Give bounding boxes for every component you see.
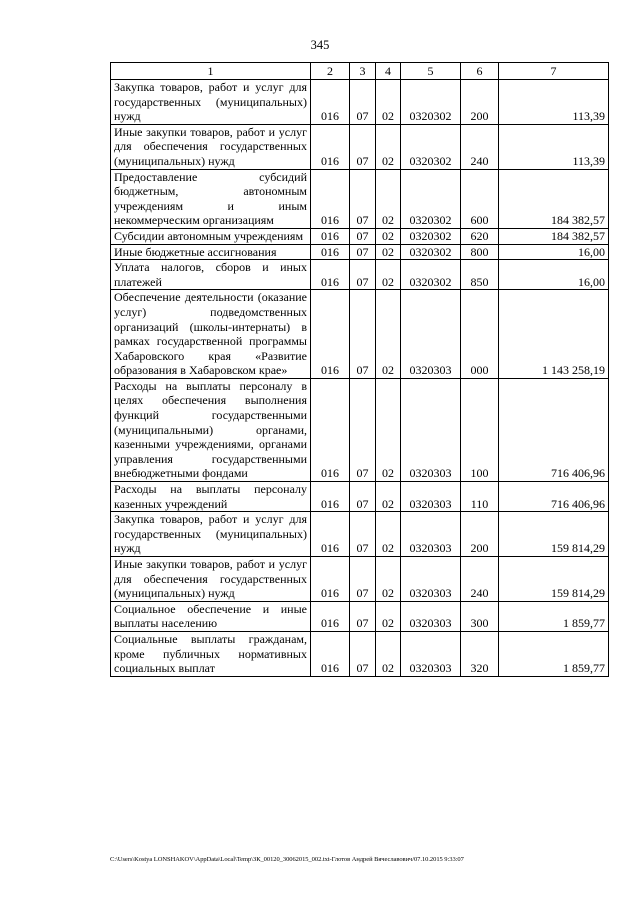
expense-type-cell: 800 bbox=[461, 244, 499, 260]
expense-name-cell: Расходы на выплаты персоналу в целях обеспечения выполнения функций государственными (муниципальными) органами, казенными учреждениями, органами управления государственными внебюджетными фондами bbox=[111, 378, 311, 481]
amount-cell: 184 382,57 bbox=[499, 169, 609, 228]
expense-name-cell: Расходы на выплаты персоналу казенных учреждений bbox=[111, 482, 311, 512]
target-article-cell: 0320303 bbox=[401, 378, 461, 481]
table-row bbox=[111, 228, 609, 244]
subsection-code-cell: 02 bbox=[376, 80, 401, 125]
subsection-code-cell: 02 bbox=[376, 557, 401, 602]
expense-name-cell: Закупка товаров, работ и услуг для государственных (муниципальных) нужд bbox=[111, 80, 311, 125]
section-code-cell: 07 bbox=[350, 631, 376, 676]
subsection-code-cell: 02 bbox=[376, 169, 401, 228]
table-row bbox=[111, 290, 609, 379]
table-row bbox=[111, 601, 609, 631]
ministry-code-cell: 016 bbox=[311, 631, 350, 676]
amount-cell: 184 382,57 bbox=[499, 228, 609, 244]
target-article-cell: 0320303 bbox=[401, 631, 461, 676]
header-col-4: 4 bbox=[376, 63, 401, 80]
ministry-code-cell: 016 bbox=[311, 601, 350, 631]
table-row bbox=[111, 260, 609, 290]
subsection-code-cell: 02 bbox=[376, 228, 401, 244]
subsection-code-cell: 02 bbox=[376, 244, 401, 260]
target-article-cell: 0320303 bbox=[401, 290, 461, 379]
amount-cell: 716 406,96 bbox=[499, 378, 609, 481]
ministry-code-cell: 016 bbox=[311, 124, 350, 169]
target-article-cell: 0320302 bbox=[401, 244, 461, 260]
expense-type-cell: 000 bbox=[461, 290, 499, 379]
subsection-code-cell: 02 bbox=[376, 378, 401, 481]
expense-type-cell: 200 bbox=[461, 80, 499, 125]
table-row bbox=[111, 169, 609, 228]
section-code-cell: 07 bbox=[350, 512, 376, 557]
amount-cell: 1 859,77 bbox=[499, 601, 609, 631]
expense-type-cell: 110 bbox=[461, 482, 499, 512]
target-article-cell: 0320303 bbox=[401, 557, 461, 602]
expense-type-cell: 240 bbox=[461, 124, 499, 169]
ministry-code-cell: 016 bbox=[311, 244, 350, 260]
expense-type-cell: 600 bbox=[461, 169, 499, 228]
amount-cell: 113,39 bbox=[499, 124, 609, 169]
amount-cell: 16,00 bbox=[499, 260, 609, 290]
ministry-code-cell: 016 bbox=[311, 80, 350, 125]
section-code-cell: 07 bbox=[350, 124, 376, 169]
header-col-3: 3 bbox=[350, 63, 376, 80]
table-row bbox=[111, 124, 609, 169]
page-number: 345 bbox=[310, 38, 330, 52]
subsection-code-cell: 02 bbox=[376, 631, 401, 676]
subsection-code-cell: 02 bbox=[376, 260, 401, 290]
ministry-code-cell: 016 bbox=[311, 169, 350, 228]
ministry-code-cell: 016 bbox=[311, 290, 350, 379]
target-article-cell: 0320302 bbox=[401, 228, 461, 244]
section-code-cell: 07 bbox=[350, 601, 376, 631]
subsection-code-cell: 02 bbox=[376, 482, 401, 512]
expense-name-cell: Иные бюджетные ассигнования bbox=[111, 244, 311, 260]
amount-cell: 716 406,96 bbox=[499, 482, 609, 512]
section-code-cell: 07 bbox=[350, 482, 376, 512]
table-row bbox=[111, 378, 609, 481]
section-code-cell: 07 bbox=[350, 290, 376, 379]
section-code-cell: 07 bbox=[350, 80, 376, 125]
target-article-cell: 0320302 bbox=[401, 124, 461, 169]
amount-cell: 16,00 bbox=[499, 244, 609, 260]
expense-type-cell: 320 bbox=[461, 631, 499, 676]
header-col-5: 5 bbox=[401, 63, 461, 80]
expense-name-cell: Иные закупки товаров, работ и услуг для обеспечения государственных (муниципальных) нужд bbox=[111, 557, 311, 602]
table-row bbox=[111, 244, 609, 260]
amount-cell: 159 814,29 bbox=[499, 557, 609, 602]
target-article-cell: 0320303 bbox=[401, 482, 461, 512]
expense-name-cell: Закупка товаров, работ и услуг для государственных (муниципальных) нужд bbox=[111, 512, 311, 557]
target-article-cell: 0320302 bbox=[401, 260, 461, 290]
expense-name-cell: Социальные выплаты гражданам, кроме публичных нормативных социальных выплат bbox=[111, 631, 311, 676]
header-col-2: 2 bbox=[311, 63, 350, 80]
expense-name-cell: Предоставление субсидий бюджетным, автономным учреждениям и иным некоммерческим организациям bbox=[111, 169, 311, 228]
expense-name-cell: Субсидии автономным учреждениям bbox=[111, 228, 311, 244]
subsection-code-cell: 02 bbox=[376, 290, 401, 379]
table-row bbox=[111, 557, 609, 602]
table-row bbox=[111, 482, 609, 512]
subsection-code-cell: 02 bbox=[376, 124, 401, 169]
table-row bbox=[111, 631, 609, 676]
expense-type-cell: 200 bbox=[461, 512, 499, 557]
section-code-cell: 07 bbox=[350, 169, 376, 228]
ministry-code-cell: 016 bbox=[311, 482, 350, 512]
expense-name-cell: Социальное обеспечение и иные выплаты населению bbox=[111, 601, 311, 631]
target-article-cell: 0320302 bbox=[401, 169, 461, 228]
table-body bbox=[111, 80, 609, 677]
expense-type-cell: 240 bbox=[461, 557, 499, 602]
ministry-code-cell: 016 bbox=[311, 260, 350, 290]
ministry-code-cell: 016 bbox=[311, 512, 350, 557]
target-article-cell: 0320303 bbox=[401, 601, 461, 631]
header-col-1: 1 bbox=[111, 63, 311, 80]
expense-type-cell: 100 bbox=[461, 378, 499, 481]
subsection-code-cell: 02 bbox=[376, 601, 401, 631]
ministry-code-cell: 016 bbox=[311, 378, 350, 481]
section-code-cell: 07 bbox=[350, 244, 376, 260]
header-col-7: 7 bbox=[499, 63, 609, 80]
section-code-cell: 07 bbox=[350, 228, 376, 244]
target-article-cell: 0320302 bbox=[401, 80, 461, 125]
expense-name-cell: Обеспечение деятельности (оказание услуг) подведомственных организаций (школы-интернаты) в рамках государственной программы Хабаровского края «Развитие образования в Хабаровском крае» bbox=[111, 290, 311, 379]
section-code-cell: 07 bbox=[350, 378, 376, 481]
table-row bbox=[111, 80, 609, 125]
expense-name-cell: Уплата налогов, сборов и иных платежей bbox=[111, 260, 311, 290]
expense-type-cell: 300 bbox=[461, 601, 499, 631]
amount-cell: 113,39 bbox=[499, 80, 609, 125]
subsection-code-cell: 02 bbox=[376, 512, 401, 557]
ministry-code-cell: 016 bbox=[311, 228, 350, 244]
expense-type-cell: 620 bbox=[461, 228, 499, 244]
amount-cell: 1 859,77 bbox=[499, 631, 609, 676]
header-col-6: 6 bbox=[461, 63, 499, 80]
amount-cell: 1 143 258,19 bbox=[499, 290, 609, 379]
file-path-footer: C:\Users\Kostya LONSHAKOV\AppData\Local\Temp\ЗК_00120_30062015_002.txt-Глотов Андрей Вячеславович/07.10.2015 9:33:07 bbox=[110, 856, 464, 863]
table-row bbox=[111, 512, 609, 557]
expense-type-cell: 850 bbox=[461, 260, 499, 290]
amount-cell: 159 814,29 bbox=[499, 512, 609, 557]
target-article-cell: 0320303 bbox=[401, 512, 461, 557]
budget-table bbox=[110, 62, 609, 677]
ministry-code-cell: 016 bbox=[311, 557, 350, 602]
expense-name-cell: Иные закупки товаров, работ и услуг для обеспечения государственных (муниципальных) нужд bbox=[111, 124, 311, 169]
section-code-cell: 07 bbox=[350, 557, 376, 602]
section-code-cell: 07 bbox=[350, 260, 376, 290]
table-header-row bbox=[111, 63, 609, 80]
